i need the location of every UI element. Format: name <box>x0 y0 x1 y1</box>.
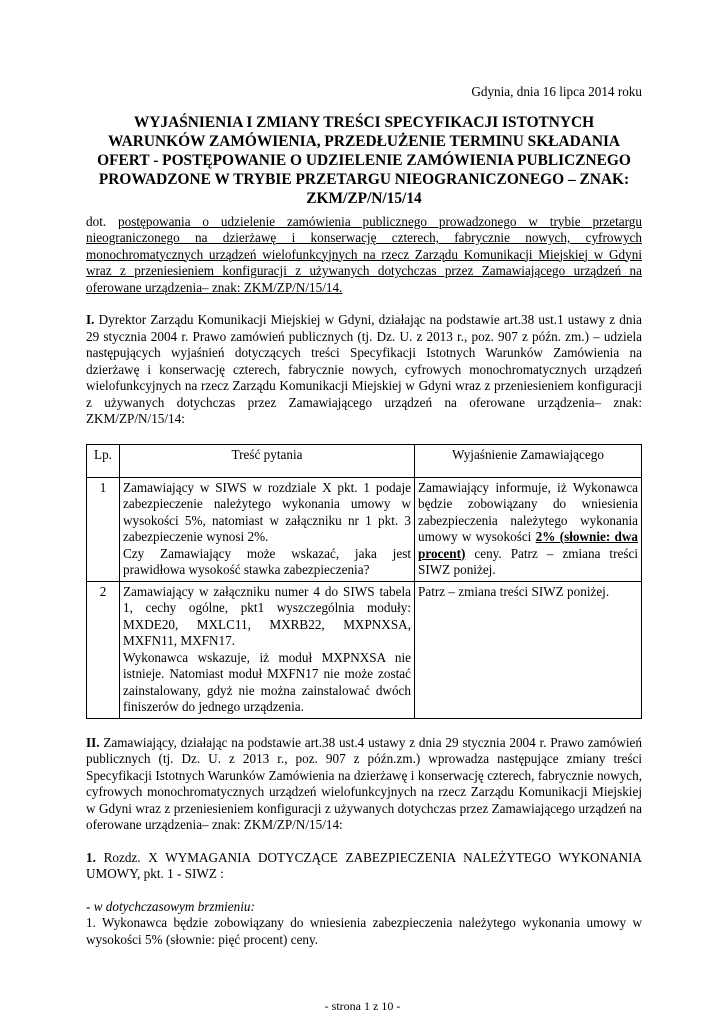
page-number: - strona 1 z 10 - <box>324 999 401 1013</box>
table-row <box>87 477 642 581</box>
previous-wording-text: 1. Wykonawca będzie zobowiązany do wniesienia zabezpieczenia należytego wykonania umowy w wysokości 5% (słownie: pięć procent) ceny. <box>86 915 642 947</box>
answer-cell: Patrz – zmiana treści SIWZ poniżej. <box>415 581 642 718</box>
header-answer: Wyjaśnienie Zamawiającego <box>415 444 642 477</box>
document-page <box>86 84 642 948</box>
subject-text: postępowania o udzielenie zamówienia publicznego prowadzonego w trybie przetargu nieograniczonego na dzierżawę i konserwację czterech, fabrycznie nowych, cyfrowych monochromatycznych urządzeń wielofunkcyjnych na rzecz Zarządu Komunikacji Miejskiej w Gdyni wraz z przeniesieniem konfiguracji z używanych dotychczas przez Zamawiającego urządzeń na oferowane urządzenia– znak: ZKM/ZP/N/15/14. <box>86 213 642 295</box>
table-row <box>87 581 642 718</box>
subject-prefix: dot. <box>86 213 119 229</box>
section-2-paragraph <box>86 735 642 834</box>
document-date: Gdynia, dnia 16 lipca 2014 roku <box>471 84 642 99</box>
section-1-text: Dyrektor Zarządu Komunikacji Miejskiej w Gdyni, działając na podstawie art.38 ust.1 ustawy z dnia 29 stycznia 2004 r. Prawo zamówień publicznych (tj. Dz. U. z 2013 r., poz. 907 z późn. zm.) – udziela następujących wyjaśnień dotyczących treści Specyfikacji Istotnych Warunków Zamówienia na dzierżawę i konserwację czterech, fabrycznie nowych, cyfrowych monochromatycznych urządzeń wielofunkcyjnych na rzecz Zarządu Komunikacji Miejskiej w Gdyni wraz z przeniesieniem konfiguracji z używanych dotychczas przez Zamawiającego urządzeń na oferowane urządzenia– znak: ZKM/ZP/N/15/14: <box>86 312 642 426</box>
question-text: Zamawiający w załączniku numer 4 do SIWS tabela 1, cechy ogólne, pkt1 wyszczególnia moduły: MXDE20, MXLC11, MXRB22, MXPNXSA, MXFN11, MXFN17. <box>123 583 411 648</box>
answer-cell <box>415 477 642 581</box>
previous-wording-label: - w dotychczasowym brzmieniu: <box>86 898 255 914</box>
section-2-label: II. <box>86 734 100 750</box>
question-cell <box>120 581 415 718</box>
question-text: Wykonawca wskazuje, iż moduł MXPNXSA nie istnieje. Natomiast moduł MXFN17 nie może zostać zainstalowany, gdyż nie można zainstalować dwóch finiszerów do jednego urządzenia. <box>123 649 411 714</box>
document-title: WYJAŚNIENIA I ZMIANY TREŚCI SPECYFIKACJI ISTOTNYCH WARUNKÓW ZAMÓWIENIA, PRZEDŁUŻENIE TERMINU SKŁADANIA OFERT - POSTĘPOWANIE O UDZIELENIE ZAMÓWIENIA PUBLICZNEGO PROWADZONE W TRYBIE PRZETARGU NIEOGRANICZONEGO – ZNAK: ZKM/ZP/N/15/14 <box>97 113 631 207</box>
section-1-paragraph <box>86 312 642 428</box>
change-1-text: Rozdz. X WYMAGANIA DOTYCZĄCE ZABEZPIECZENIA NALEŻYTEGO WYKONANIA UMOWY, pkt. 1 - SIWZ : <box>86 849 642 881</box>
section-1-label: I. <box>86 312 95 327</box>
row-number: 2 <box>87 581 120 718</box>
answer-highlight: 2% (słownie: dwa procent) <box>418 529 638 561</box>
question-text: Zamawiający w SIWS w rozdziale X pkt. 1 podaje zabezpieczenie należytego wykonania umowy w wysokości 5%, natomiast w załączniku nr 1 pkt. 3 zabezpieczenie wynosi 2%. <box>123 479 411 544</box>
table-header-row <box>87 444 642 477</box>
answer-text: ceny. Patrz – zmiana treści SIWZ poniżej. <box>418 545 638 577</box>
row-number: 1 <box>87 477 120 581</box>
change-1-label: 1. <box>86 849 96 865</box>
section-2-text: Zamawiający, działając na podstawie art.38 ust.4 ustawy z dnia 29 stycznia 2004 r. Prawo zamówień publicznych (tj. Dz. U. z 2013 r., poz. 907 z późn.zm.) wprowadza następujące zmiany treści Specyfikacji Istotnych Warunków Zamówienia na dzierżawę i konserwację czterech, fabrycznie nowych, cyfrowych monochromatycznych urządzeń wielofunkcyjnych na rzecz Zarządu Komunikacji Miejskiej w Gdyni wraz z przeniesieniem konfiguracji z używanych dotychczas przez Zamawiającego urządzeń na oferowane urządzenia– znak: ZKM/ZP/N/15/14: <box>86 734 642 832</box>
change-1-heading <box>86 850 642 883</box>
header-lp: Lp. <box>87 444 120 477</box>
subject-paragraph <box>86 214 642 297</box>
answer-text: Zamawiający informuje, iż Wykonawca będzie zobowiązany do wniesienia zabezpieczenia należytego wykonania umowy w wysokości <box>418 479 638 544</box>
question-text: Czy Zamawiający może wskazać, jaka jest prawidłowa wysokość stawka zabezpieczenia? <box>123 545 411 577</box>
questions-table <box>86 444 642 719</box>
header-question: Treść pytania <box>120 444 415 477</box>
question-cell <box>120 477 415 581</box>
